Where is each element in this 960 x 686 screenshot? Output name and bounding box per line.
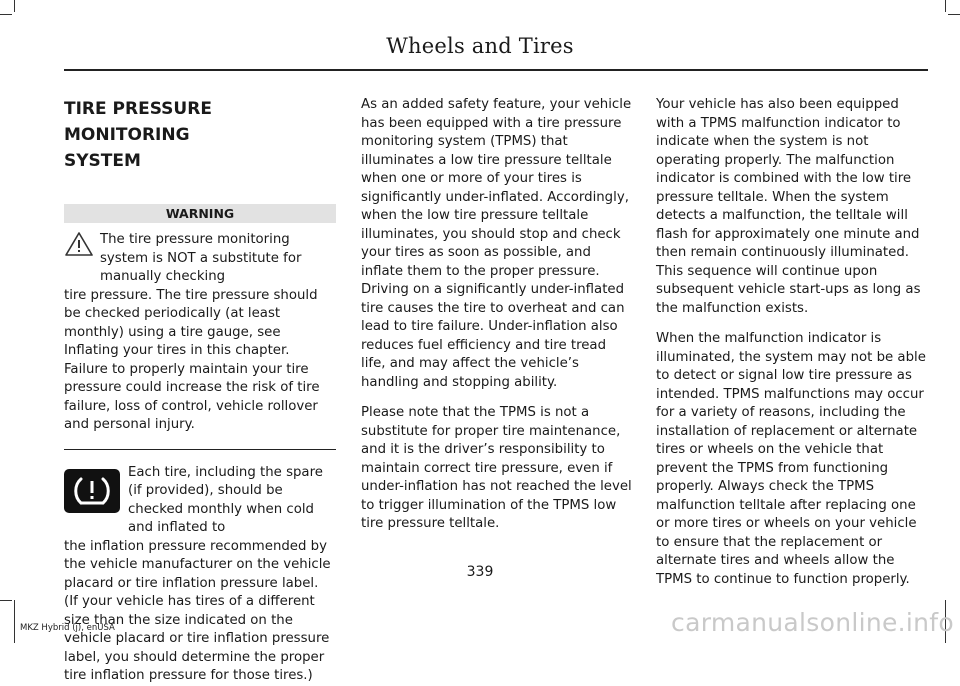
paragraph: Your vehicle has also been equipped with a TPMS malfunction indicator to indicate when the system is not operating properly. The malfunction indicator is combined with the low tire pressure telltale. When the system detects a malfunction, the telltale will flash for approximately one minute and then remain continuously illuminated. This sequence will continue upon subsequent vehicle start-ups as long as the malfunction exists. bbox=[656, 97, 921, 316]
warning-label: WARNING bbox=[64, 204, 336, 223]
warning-text-rest: tire pressure. The tire pressure should be checked periodically (at least monthly) using a tire gauge, see Inflating your tires in this chapter. Failure to properly maintain your tire pressure could increase the risk of tire failure, loss of control, vehicle rollover and personal injury. bbox=[64, 287, 320, 432]
warning-triangle-icon bbox=[64, 231, 94, 257]
warning-text-start: The tire pressure monitoring system is NOT a substitute for manually checking bbox=[100, 232, 302, 284]
column-1 bbox=[64, 96, 336, 686]
section-title-line2: SYSTEM bbox=[64, 151, 141, 171]
footer-text: MKZ Hybrid (j), enUSA bbox=[20, 623, 115, 633]
crop-mark bbox=[14, 0, 15, 12]
section-title-line1: TIRE PRESSURE MONITORING bbox=[64, 99, 212, 145]
check-text-rest: the inflation pressure recommended by the vehicle manufacturer on the vehicle placard or tire inflation pressure label. (If your vehicle has tires of a different size than the size indicated on the vehicle placard or tire inflation pressure label, you should determine the proper tire inflation pressure for those tires.) bbox=[64, 538, 331, 683]
paragraph: Please note that the TPMS is not a substitute for proper tire maintenance, and it is the driver’s responsibility to maintain correct tire pressure, even if under-inflation has not reached the level to trigger illumination of the TPMS low tire pressure telltale. bbox=[361, 405, 632, 531]
crop-mark bbox=[948, 14, 960, 15]
crop-mark bbox=[0, 14, 12, 15]
crop-mark bbox=[14, 600, 15, 643]
tire-pressure-telltale-icon bbox=[64, 469, 120, 513]
paragraph: When the malfunction indicator is illuminated, the system may not be able to detect or signal low tire pressure as intended. TPMS malfunctions may occur for a variety of reasons, including the installation of replacement or alternate tires or wheels on the vehicle that prevent the TPMS from functioning properly. Always check the TPMS malfunction telltale after replacing one or more tires or wheels on your vehicle to ensure that the replacement or alternate tires and wheels allow the TPMS to continue to function properly. bbox=[656, 331, 926, 587]
crop-mark bbox=[0, 600, 12, 601]
section-title bbox=[64, 96, 336, 174]
paragraph: As an added safety feature, your vehicle has been equipped with a tire pressure monitoring system (TPMS) that illuminates a low tire pressure telltale when one or more of your tires is significantly under-inflated. Accordingly, when the low tire pressure telltale illuminates, you should stop and check your tires as soon as possible, and inflate them to the proper pressure. Driving on a significantly under-inflated tire causes the tire to overheat and can lead to tire failure. Under-inflation also reduces fuel efficiency and tire tread life, and may affect the vehicle’s handling and stopping ability. bbox=[361, 97, 632, 390]
page-header-title: Wheels and Tires bbox=[386, 34, 574, 58]
check-text-start: Each tire, including the spare (if provided), should be checked monthly when cold and inflated to bbox=[128, 464, 323, 535]
watermark: carmanualsonline.info bbox=[671, 608, 954, 637]
warning-block bbox=[64, 231, 336, 435]
header-rule bbox=[64, 69, 928, 71]
divider bbox=[64, 449, 336, 450]
column-2 bbox=[361, 96, 633, 546]
column-3 bbox=[656, 96, 928, 601]
crop-mark bbox=[945, 0, 946, 12]
page-number: 339 bbox=[466, 564, 494, 580]
